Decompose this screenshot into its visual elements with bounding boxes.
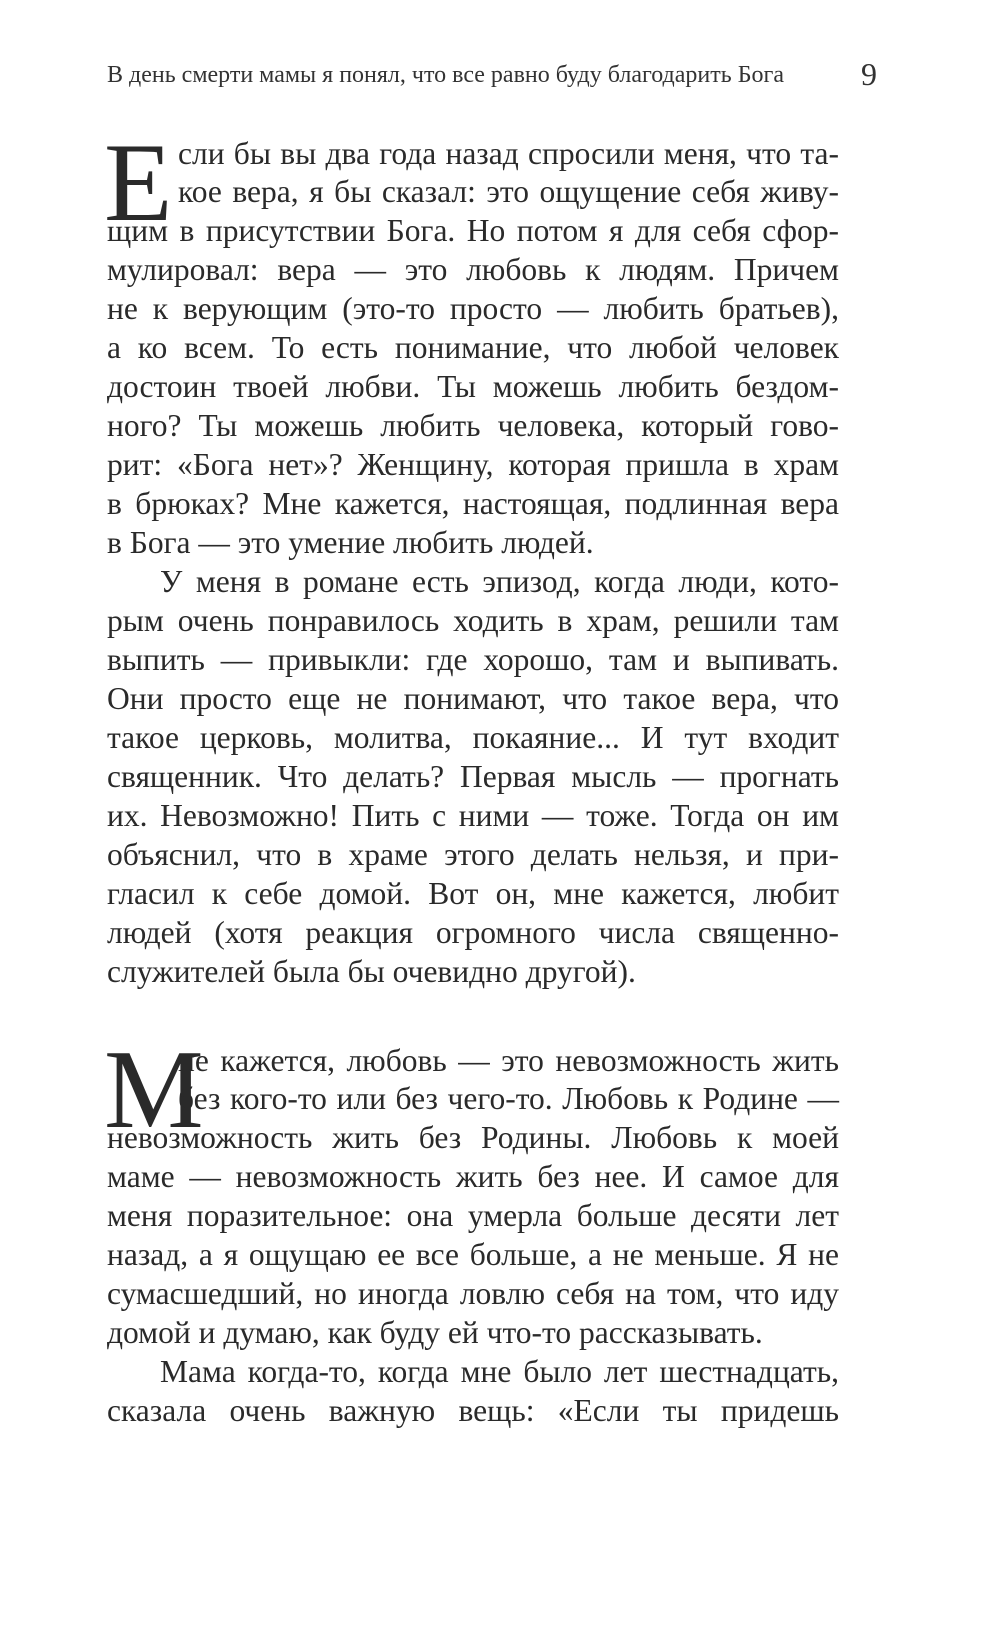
text-line: служителей была бы очевидно другой). [107,954,636,989]
text-line: сли бы вы два года назад спросили меня, что та- [178,136,839,171]
drop-cap: Е [104,121,173,245]
text-line: а ко всем. То есть понимание, что любой человек [107,330,839,365]
text-line: гласил к себе домой. Вот он, мне кажется, любит [107,876,839,911]
text-line: их. Невозможно! Пить с ними — тоже. Тогда он им [107,798,839,833]
text-line: священник. Что делать? Первая мысль — прогнать [107,759,839,794]
text-line: выпить — привыкли: где хорошо, там и выпивать. [107,642,839,677]
section-faith [104,121,877,1053]
text-line: не кажется, любовь — это невозможность жить [178,1043,839,1078]
text-line: такое церковь, молитва, покаяние... И тут входит [107,720,839,755]
text-line: маме — невозможность жить без нее. И самое для [107,1159,839,1194]
text-line: объяснил, что в храме этого делать нельзя, и при- [107,837,839,872]
page-number: 9 [861,56,877,92]
text-line: рит: «Бога нет»? Женщину, которая пришла в храм [107,447,839,482]
text-line: домой и думаю, как буду ей что-то рассказывать. [107,1315,763,1350]
text-line: У меня в романе есть эпизод, когда люди, кото- [160,564,839,599]
text-line: меня поразительное: она умерла больше десяти лет [107,1198,839,1233]
text-line: кое вера, я бы сказал: это ощущение себя живу- [178,174,839,209]
text-line: без кого-то или без чего-то. Любовь к Родине — [178,1081,839,1116]
text-line: ного? Ты можешь любить человека, который гово- [107,408,839,443]
text-line: Мама когда-то, когда мне было лет шестнадцать, [160,1354,839,1389]
text-line: в брюках? Мне кажется, настоящая, подлинная вера [107,486,839,521]
text-line: мулировал: вера — это любовь к людям. Причем [107,252,839,287]
text-line: рым очень понравилось ходить в храм, решили там [107,603,839,638]
drop-cap: М [104,1028,204,1152]
text-line: людей (хотя реакция огромного числа священно- [107,915,839,950]
text-line: Они просто еще не понимают, что такое вера, что [107,681,839,716]
text-line: в Бога — это умение любить людей. [107,525,594,560]
text-line: назад, а я ощущаю ее все больше, а не меньше. Я не [107,1237,839,1272]
text-line: достоин твоей любви. Ты можешь любить бездом- [107,369,839,404]
text-line: сказала очень важную вещь: «Если ты придешь [107,1393,839,1428]
text-line: сумасшедший, но иногда ловлю себя на том, что иду [107,1276,839,1311]
text-line: щим в присутствии Бога. Но потом я для себя сфор- [107,213,839,248]
page-header [107,56,877,96]
section-love [104,1028,877,1460]
running-head: В день смерти мамы я понял, что все равно буду благодарить Бога [107,62,784,88]
text-line: невозможность жить без Родины. Любовь к моей [107,1120,839,1155]
text-line: не к верующим (это-то просто — любить братьев), [107,291,839,326]
